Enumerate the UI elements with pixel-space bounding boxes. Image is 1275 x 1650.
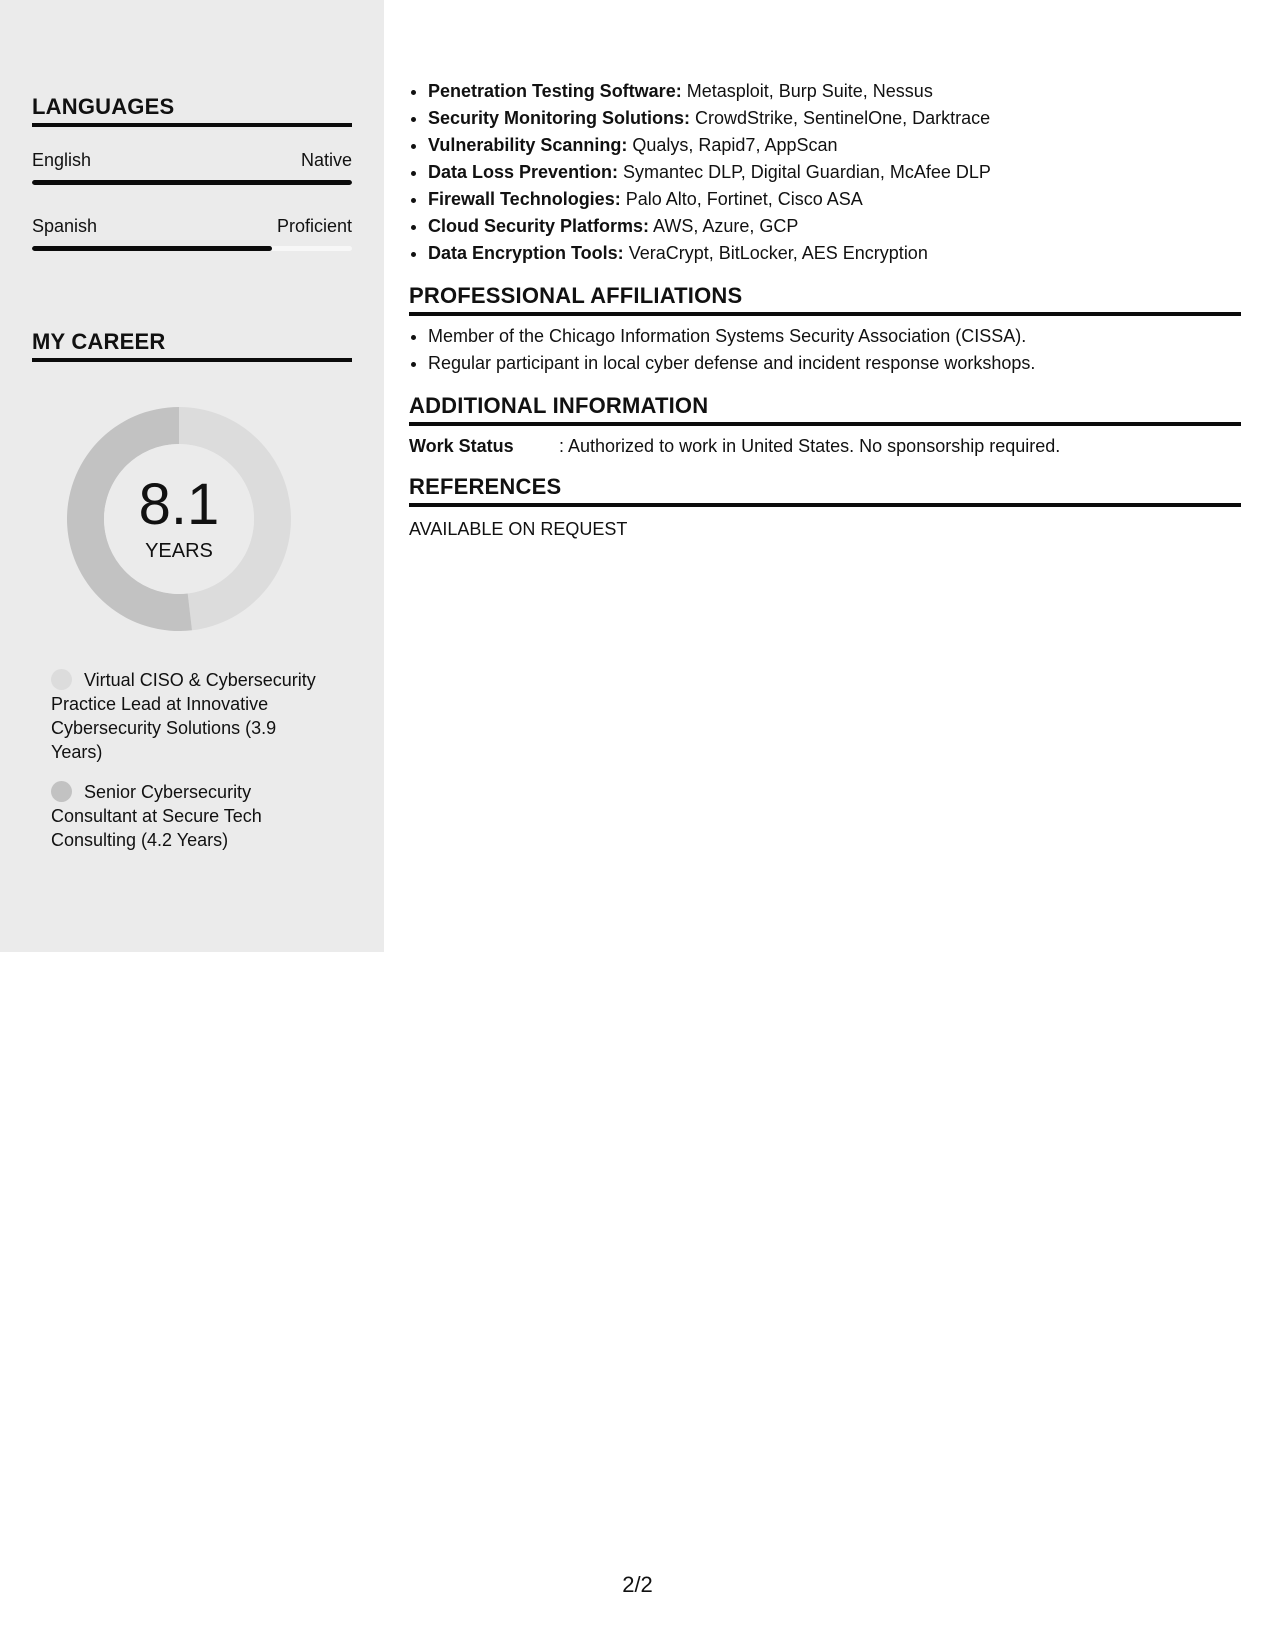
career-legend-item <box>51 780 331 852</box>
skill-value: CrowdStrike, SentinelOne, Darktrace <box>690 108 991 128</box>
affiliations-list <box>409 323 1241 377</box>
page-number: 2/2 <box>622 1572 653 1597</box>
skill-item <box>428 159 1241 186</box>
language-bar-spanish <box>32 246 352 251</box>
skill-label: Data Loss Prevention: <box>428 162 619 182</box>
skill-value: Metasploit, Burp Suite, Nessus <box>681 81 933 101</box>
skill-label: Firewall Technologies: <box>428 189 621 209</box>
affiliations-heading: PROFESSIONAL AFFILIATIONS <box>409 283 1241 316</box>
skill-item <box>428 132 1241 159</box>
skill-label: Cloud Security Platforms: <box>428 216 650 236</box>
career-total-years: 8.1 <box>138 471 220 537</box>
references-text: AVAILABLE ON REQUEST <box>409 519 628 539</box>
career-legend <box>51 668 331 852</box>
language-level: Proficient <box>276 216 352 236</box>
languages-heading: LANGUAGES <box>32 94 352 127</box>
additional-info-heading: ADDITIONAL INFORMATION <box>409 393 1241 426</box>
skill-item <box>428 105 1241 132</box>
language-row-english <box>32 149 352 171</box>
legend-dot-icon <box>51 669 72 690</box>
skill-item <box>428 78 1241 105</box>
career-role-label: Senior Cybersecurity Consultant at Secure Tech Consulting (4.2 Years) <box>51 782 262 850</box>
language-bar-english <box>32 180 352 185</box>
skill-value: AWS, Azure, GCP <box>649 216 799 236</box>
sidebar-content <box>32 94 352 868</box>
main-content <box>409 78 1241 541</box>
work-status-label: Work Status <box>409 436 514 456</box>
skill-label: Security Monitoring Solutions: <box>428 108 690 128</box>
language-level: Native <box>300 150 352 170</box>
career-years-unit: YEARS <box>145 539 213 562</box>
career-role-label: Virtual CISO & Cybersecurity Practice Lead at Innovative Cybersecurity Solutions (3.9 Years) <box>51 670 316 762</box>
career-heading: MY CAREER <box>32 329 352 362</box>
language-name: Spanish <box>32 216 98 236</box>
affiliation-item: • Member of the Chicago Information Systems Security Association (CISSA). <box>428 323 1241 350</box>
skill-value: Palo Alto, Fortinet, Cisco ASA <box>620 189 863 209</box>
skill-value: Symantec DLP, Digital Guardian, McAfee DLP <box>618 162 991 182</box>
skill-value: Qualys, Rapid7, AppScan <box>627 135 838 155</box>
skill-label: Penetration Testing Software: <box>428 81 682 101</box>
donut-center <box>66 406 292 632</box>
skills-list <box>409 78 1241 267</box>
skill-item <box>428 213 1241 240</box>
work-status-value: : Authorized to work in United States. No sponsorship required. <box>559 436 1061 456</box>
language-bar-fill <box>32 246 272 251</box>
skill-label: Data Encryption Tools: <box>428 243 624 263</box>
language-name: English <box>32 150 92 170</box>
skill-item <box>428 186 1241 213</box>
affiliation-item: • Regular participant in local cyber defense and incident response workshops. <box>428 350 1241 377</box>
language-row-spanish <box>32 215 352 237</box>
skill-label: Vulnerability Scanning: <box>428 135 628 155</box>
legend-dot-icon <box>51 781 72 802</box>
career-donut-chart <box>66 406 292 632</box>
work-status-row <box>409 434 1241 458</box>
skill-value: VeraCrypt, BitLocker, AES Encryption <box>623 243 928 263</box>
language-bar-fill <box>32 180 352 185</box>
career-legend-item <box>51 668 331 764</box>
sidebar <box>0 0 384 952</box>
skill-item <box>428 240 1241 267</box>
references-heading: REFERENCES <box>409 474 1241 507</box>
